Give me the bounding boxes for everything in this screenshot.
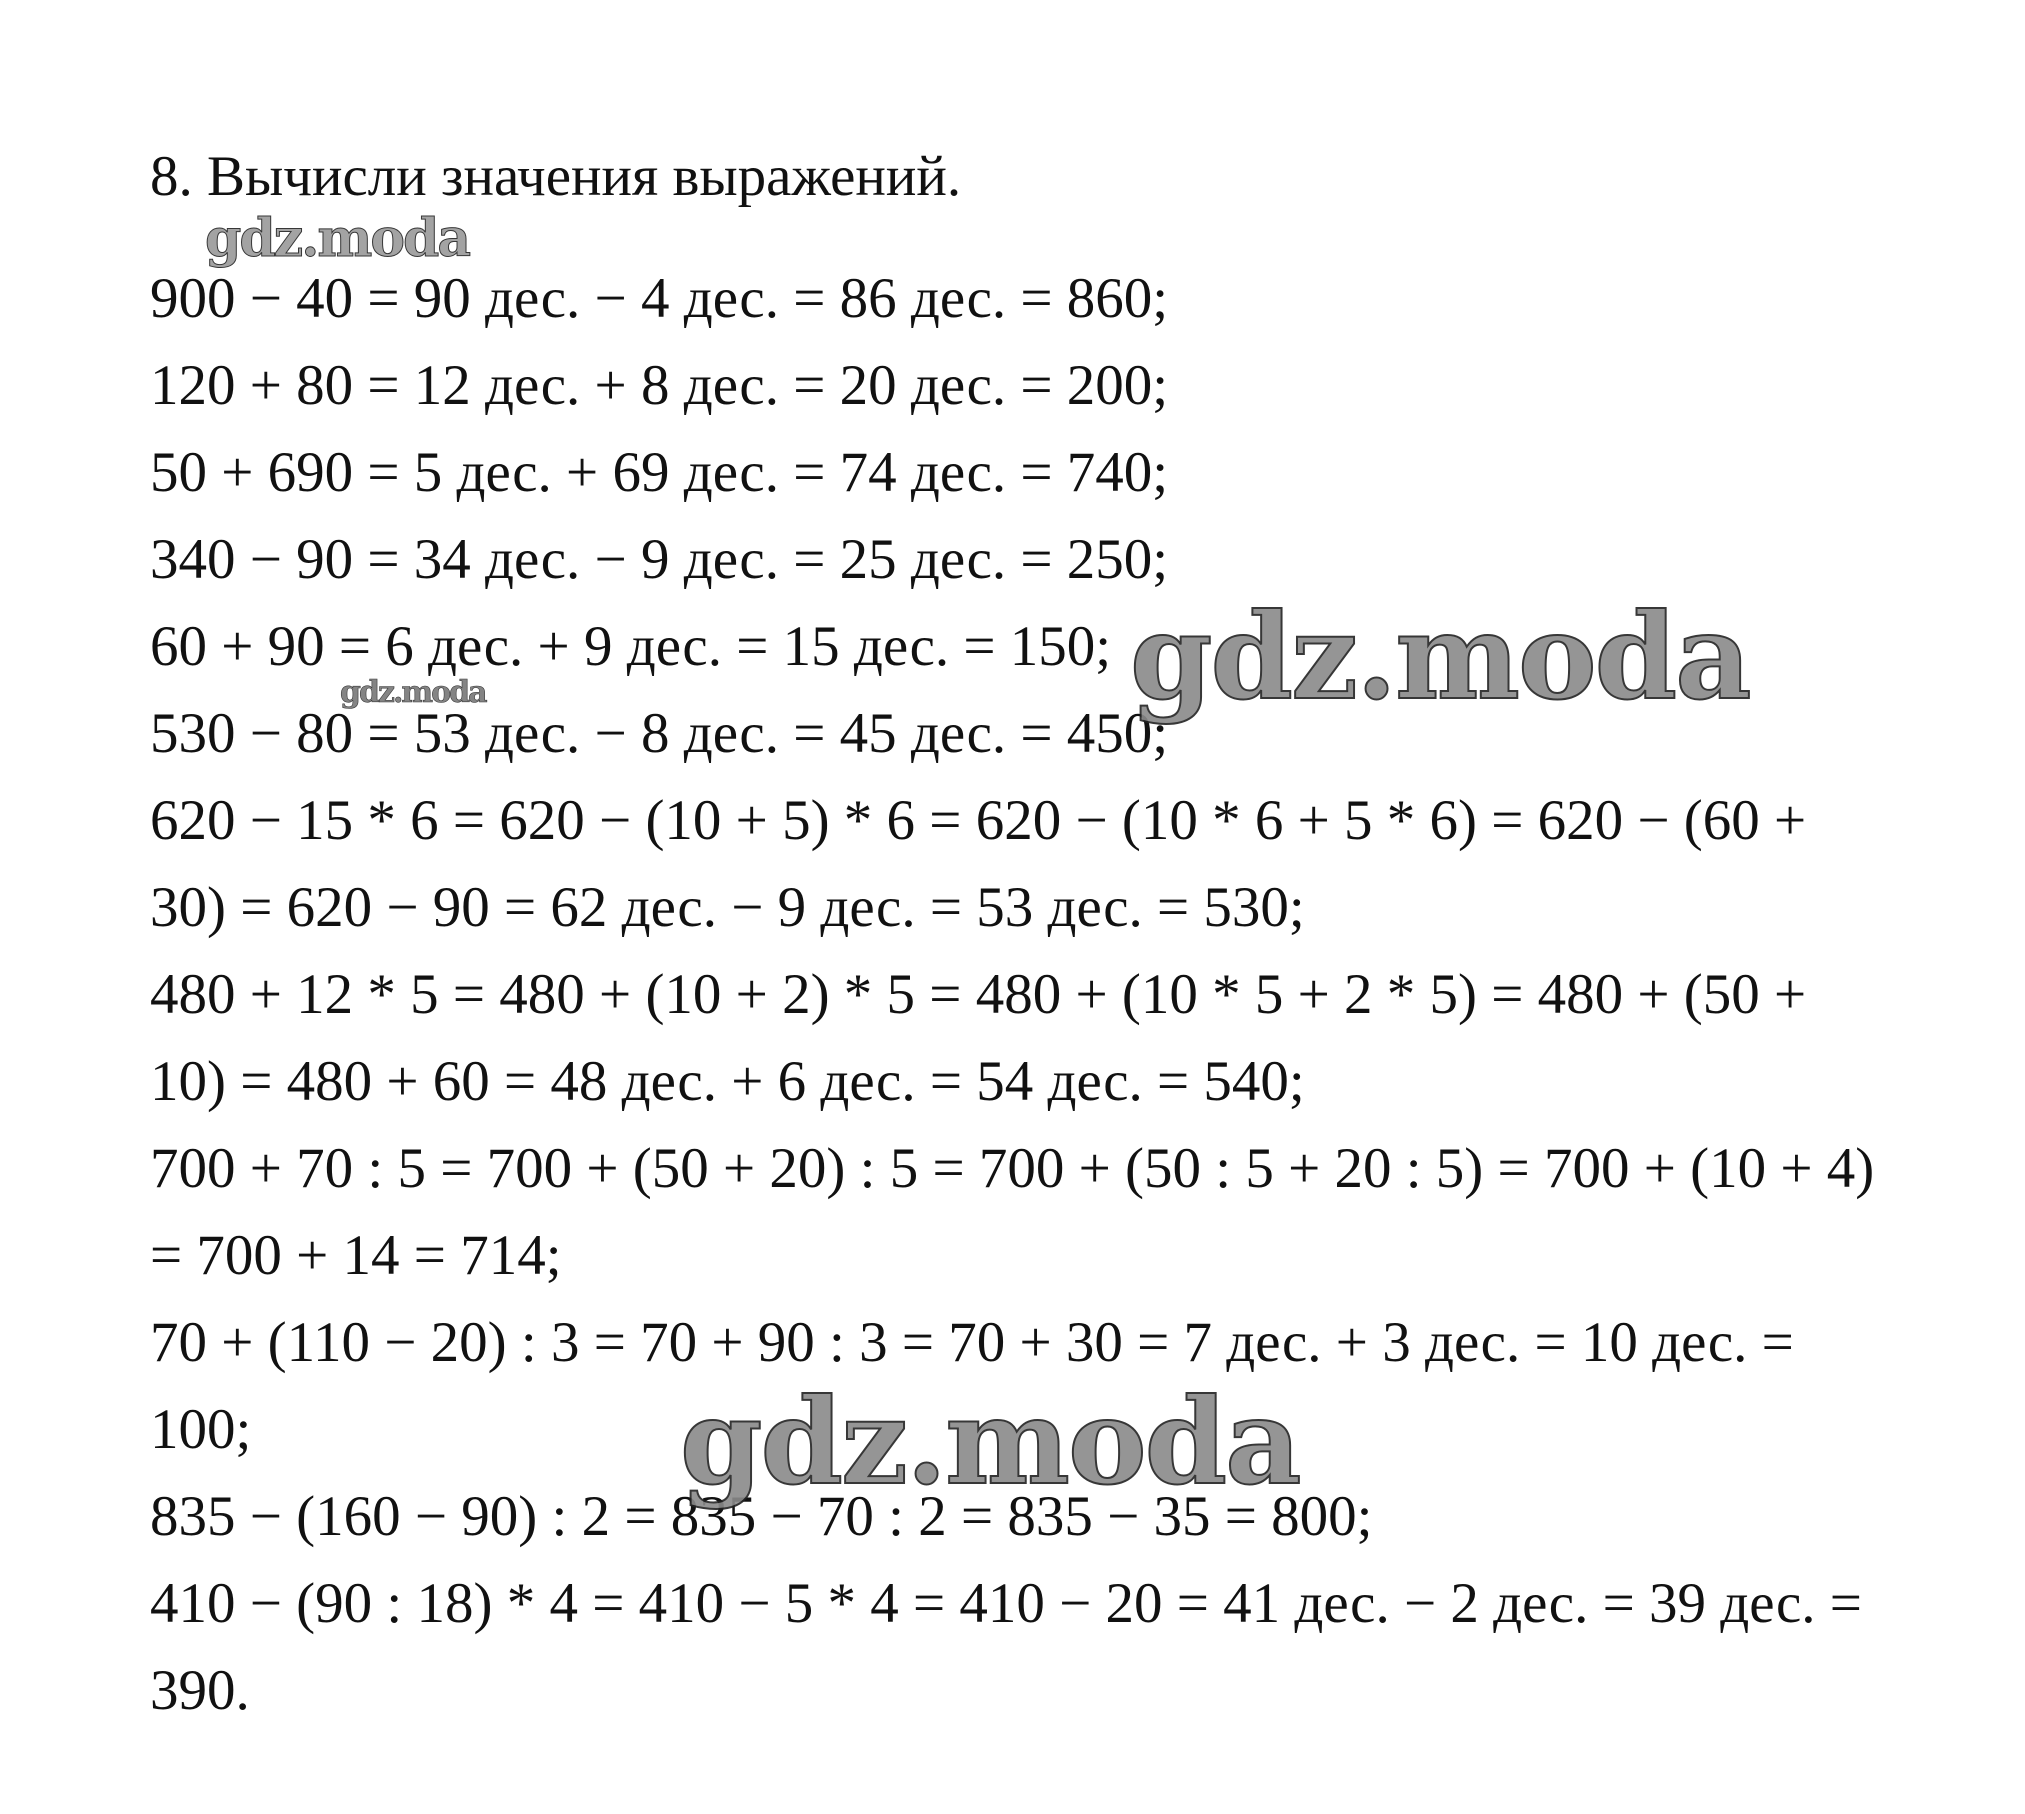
expression-line-4: 340 − 90 = 34 дес. − 9 дес. = 25 дес. = 250; [150,528,1169,591]
exercise-title: 8. Вычисли значения выражений. [150,145,962,208]
expression-line-11: 700 + 70 : 5 = 700 + (50 + 20) : 5 = 700 + (50 : 5 + 20 : 5) = 700 + (10 + 4) [150,1137,1875,1200]
expression-line-3: 50 + 690 = 5 дес. + 69 дес. = 74 дес. = 740; [150,441,1169,504]
expression-line-8: 30) = 620 − 90 = 62 дес. − 9 дес. = 53 дес. = 530; [150,876,1305,939]
expression-line-6: 530 − 80 = 53 дес. − 8 дес. = 45 дес. = 450; [150,702,1169,765]
expression-line-9: 480 + 12 * 5 = 480 + (10 + 2) * 5 = 480 + (10 * 5 + 2 * 5) = 480 + (50 + [150,963,1807,1026]
expression-line-16: 410 − (90 : 18) * 4 = 410 − 5 * 4 = 410 − 20 = 41 дес. − 2 дес. = 39 дес. = [150,1572,1862,1635]
expression-line-13: 70 + (110 − 20) : 3 = 70 + 90 : 3 = 70 + 30 = 7 дес. + 3 дес. = 10 дес. = [150,1311,1794,1374]
watermark-top: gdz.moda [205,208,470,269]
expression-line-14: 100; [150,1398,252,1461]
expression-line-17: 390. [150,1659,250,1722]
watermark-small: gdz.moda [340,675,486,710]
expression-line-15: 835 − (160 − 90) : 2 = 835 − 70 : 2 = 835 − 35 = 800; [150,1485,1373,1548]
expression-line-10: 10) = 480 + 60 = 48 дес. + 6 дес. = 54 дес. = 540; [150,1050,1305,1113]
expression-line-1: 900 − 40 = 90 дес. − 4 дес. = 86 дес. = 860; [150,267,1169,330]
watermark-bottom: gdz.moda [680,1372,1300,1511]
watermark-middle: gdz.moda [1130,587,1750,726]
expression-line-7: 620 − 15 * 6 = 620 − (10 + 5) * 6 = 620 − (10 * 6 + 5 * 6) = 620 − (60 + [150,789,1807,852]
expression-line-5: 60 + 90 = 6 дес. + 9 дес. = 15 дес. = 150; [150,615,1112,678]
expression-line-12: = 700 + 14 = 714; [150,1224,562,1287]
expression-line-2: 120 + 80 = 12 дес. + 8 дес. = 20 дес. = 200; [150,354,1169,417]
